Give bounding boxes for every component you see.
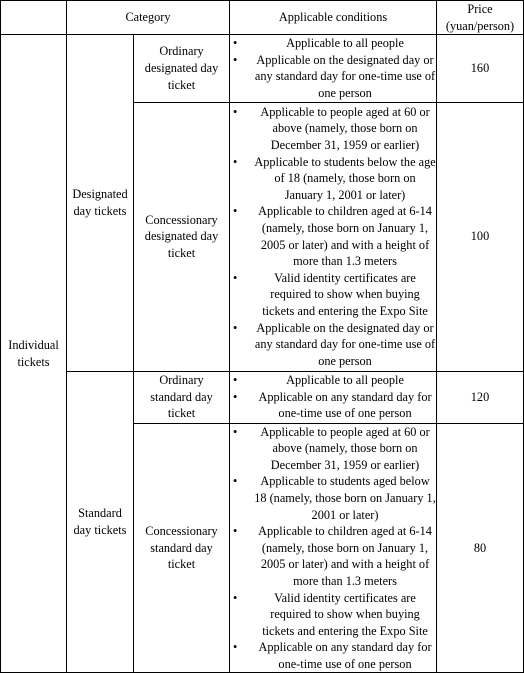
conditions-list [230, 372, 436, 422]
condition-item [230, 35, 436, 52]
bullet-icon: • [233, 640, 238, 655]
condition-text: Applicable on the designated day or any standard day for one-time use of one person [254, 320, 436, 368]
condition-text: Applicable to people aged at 60 or above (namely, those born on December 31, 1959 or earlier) [260, 424, 430, 472]
group-label-cell [1, 35, 67, 673]
section-label: Standard day tickets [73, 506, 127, 538]
condition-text: Applicable on any standard day for one-time use of one person [258, 389, 432, 421]
condition-item [230, 523, 436, 589]
price-cell [437, 423, 524, 673]
condition-text: Applicable to children aged at 6-14 (namely, those born on January 1, 2005 or later) and with a height of more than 1.3 meters [258, 204, 432, 269]
price-value: 80 [473, 540, 487, 555]
condition-item [230, 473, 436, 523]
header-empty-cell [1, 1, 67, 35]
condition-text: Applicable on any standard day for one-time use of one person [258, 640, 432, 671]
bullet-icon: • [233, 590, 238, 605]
bullet-icon: • [233, 270, 238, 285]
condition-item [230, 154, 436, 204]
condition-item [230, 372, 436, 389]
price-cell [437, 35, 524, 102]
ticket-type: Concessionary designated day ticket [144, 212, 219, 260]
bullet-icon: • [233, 474, 238, 489]
header-conditions: Applicable conditions [230, 1, 437, 35]
ticket-type: Ordinary designated day ticket [144, 44, 219, 92]
conditions-list [230, 35, 436, 101]
ticket-type-cell [134, 35, 230, 102]
header-row [1, 1, 524, 35]
condition-text: Valid identity certificates are required to show when buying tickets and entering the Expo Site [262, 590, 428, 638]
conditions-list [230, 424, 436, 673]
condition-item [230, 424, 436, 474]
bullet-icon: • [233, 320, 238, 335]
price-value: 120 [470, 389, 490, 404]
bullet-icon: • [233, 389, 238, 404]
section-label-cell [67, 35, 134, 371]
section-label: Designated day tickets [72, 187, 128, 218]
bullet-icon: • [233, 524, 238, 539]
condition-text: Applicable to people aged at 60 or above (namely, those born on December 31, 1959 or earlier) [260, 104, 430, 152]
condition-text: Applicable to children aged at 6-14 (namely, those born on January 1, 2005 or later) and with a height of more than 1.3 meters [258, 524, 432, 588]
condition-item [230, 389, 436, 422]
price-value: 100 [470, 229, 490, 244]
group-label: Individual tickets [8, 338, 59, 369]
bullet-icon: • [233, 204, 238, 219]
bullet-icon: • [233, 424, 238, 439]
header-category: Category [67, 1, 230, 35]
section-label-cell [67, 371, 134, 673]
condition-text: Applicable to students below the age of 18 (namely, those born on January 1, 2001 or later) [254, 154, 436, 202]
condition-item [230, 639, 436, 672]
bullet-icon: • [233, 104, 238, 119]
condition-text: Applicable to students aged below 18 (namely, those born on January 1, 2001 or later) [254, 474, 436, 522]
conditions-list [230, 104, 436, 370]
ticket-type-cell [134, 371, 230, 423]
condition-text: Applicable to all people [286, 373, 404, 388]
condition-text: Applicable to all people [286, 36, 404, 51]
bullet-icon: • [233, 36, 238, 51]
conditions-cell [230, 102, 437, 371]
ticket-type-cell [134, 423, 230, 673]
price-cell [437, 371, 524, 423]
conditions-cell [230, 35, 437, 102]
ticket-type-cell [134, 102, 230, 371]
condition-item [230, 590, 436, 640]
conditions-cell [230, 423, 437, 673]
condition-item [230, 52, 436, 102]
price-cell [437, 102, 524, 371]
bullet-icon: • [233, 154, 238, 169]
ticket-type: Concessionary standard day ticket [145, 524, 218, 572]
table-row [1, 371, 524, 423]
bullet-icon: • [233, 373, 238, 388]
condition-item [230, 320, 436, 370]
condition-item [230, 203, 436, 269]
condition-item [230, 270, 436, 320]
conditions-cell [230, 371, 437, 423]
condition-text: Applicable on the designated day or any standard day for one-time use of one person [254, 52, 436, 100]
table-row [1, 35, 524, 102]
bullet-icon: • [233, 52, 238, 67]
ticket-type: Ordinary standard day ticket [150, 373, 213, 421]
header-price: Price (yuan/person) [437, 1, 524, 35]
condition-text: Valid identity certificates are required to show when buying tickets and entering the Expo Site [262, 270, 428, 318]
price-value: 160 [470, 61, 490, 76]
condition-item [230, 104, 436, 154]
